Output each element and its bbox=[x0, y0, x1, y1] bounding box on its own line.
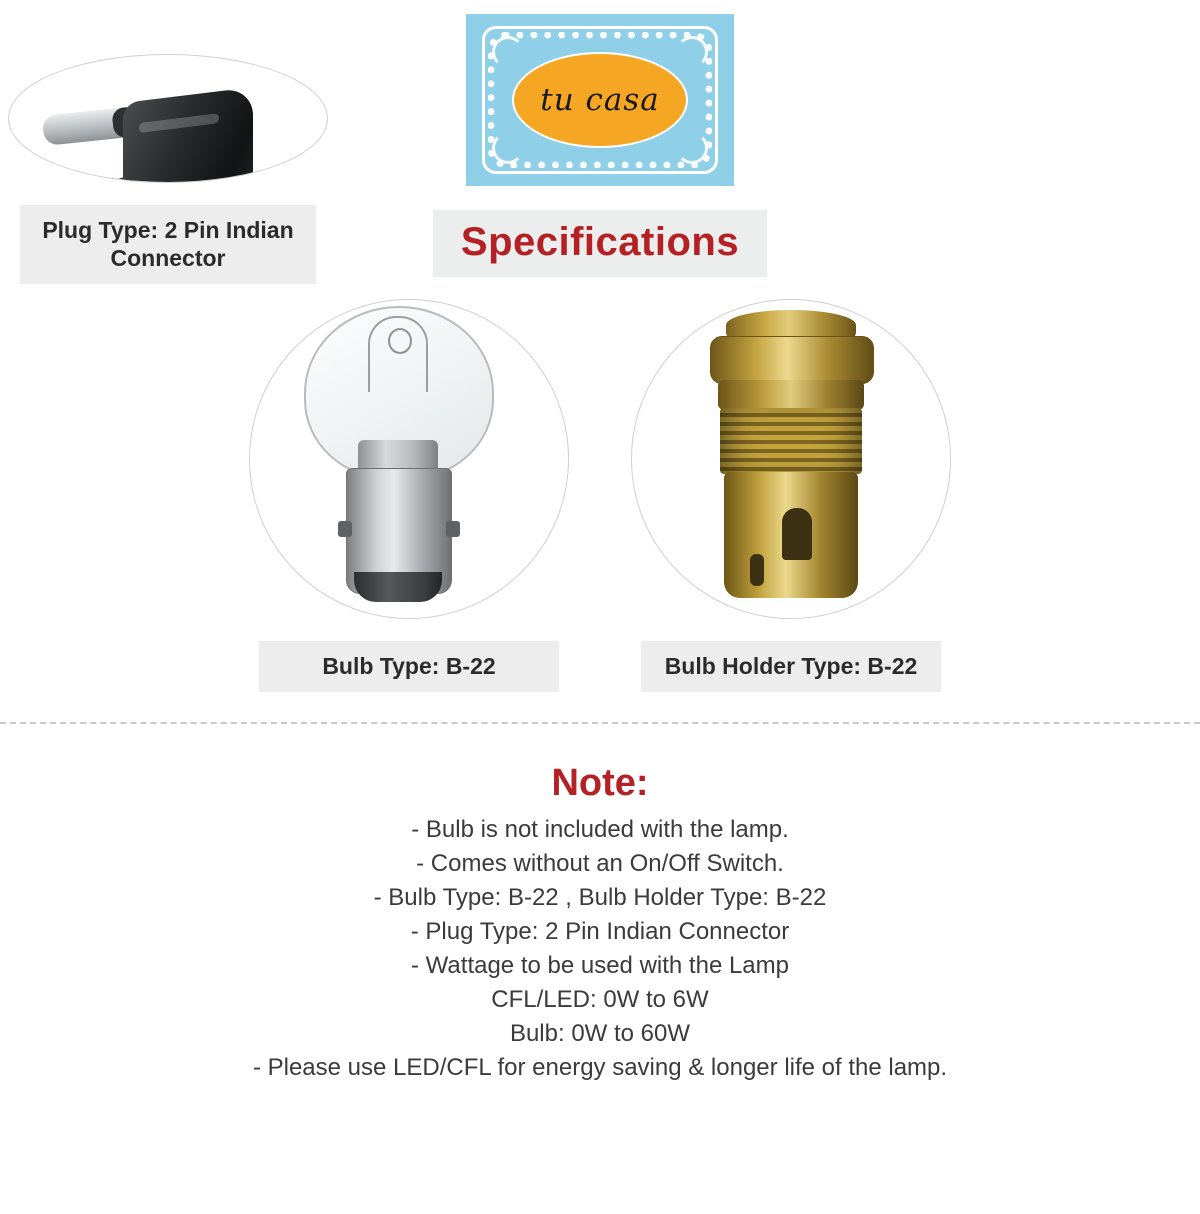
logo-ellipse bbox=[512, 52, 688, 148]
logo-corner-flourish-icon bbox=[492, 36, 524, 68]
note-line: - Bulb Type: B-22 , Bulb Holder Type: B-22 bbox=[373, 883, 827, 911]
holder-ring-icon bbox=[710, 336, 874, 384]
spec-item-bulb-type bbox=[244, 299, 574, 692]
bulb-holder-icon bbox=[704, 310, 878, 610]
logo-corner-flourish-icon bbox=[676, 132, 708, 164]
note-line: - Please use LED/CFL for energy saving & longer life of the lamp. bbox=[252, 1054, 948, 1082]
bulb-holder-photo bbox=[631, 299, 951, 619]
logo-text: tu casa bbox=[540, 82, 660, 118]
holder-slot-icon bbox=[750, 554, 764, 586]
note-line: - Comes without an On/Off Switch. bbox=[416, 849, 784, 877]
holder-body-icon bbox=[724, 472, 858, 598]
logo-corner-flourish-icon bbox=[676, 36, 708, 68]
page-title: Specifications bbox=[433, 210, 767, 277]
bulb-base-icon bbox=[354, 572, 442, 602]
note-title: Note: bbox=[551, 761, 649, 804]
spec-item-plug-type bbox=[28, 54, 308, 284]
holder-threads-icon bbox=[720, 408, 862, 474]
logo-corner-flourish-icon bbox=[492, 132, 524, 164]
note-line: Bulb: 0W to 60W bbox=[509, 1020, 691, 1048]
brand-logo bbox=[466, 14, 734, 186]
plug-body-icon bbox=[123, 87, 253, 182]
bulb-filament-icon bbox=[368, 316, 428, 392]
spec-label-plug-type: Plug Type: 2 Pin Indian Connector bbox=[20, 205, 316, 285]
bulb-photo bbox=[249, 299, 569, 619]
section-divider bbox=[0, 722, 1200, 724]
note-line: - Plug Type: 2 Pin Indian Connector bbox=[410, 917, 790, 945]
note-line: - Bulb is not included with the lamp. bbox=[411, 815, 789, 843]
note-lines bbox=[0, 813, 1200, 1086]
spec-item-bulb-holder-type bbox=[626, 299, 956, 692]
spec-label-bulb-holder-type: Bulb Holder Type: B-22 bbox=[641, 641, 941, 692]
note-line: - Wattage to be used with the Lamp bbox=[411, 952, 789, 980]
holder-slot-icon bbox=[782, 508, 812, 560]
plug-icon bbox=[37, 95, 317, 183]
spec-label-bulb-type: Bulb Type: B-22 bbox=[259, 641, 559, 692]
note-line: CFL/LED: 0W to 6W bbox=[491, 986, 709, 1014]
plug-photo bbox=[8, 54, 328, 183]
holder-ring-icon bbox=[718, 380, 864, 410]
